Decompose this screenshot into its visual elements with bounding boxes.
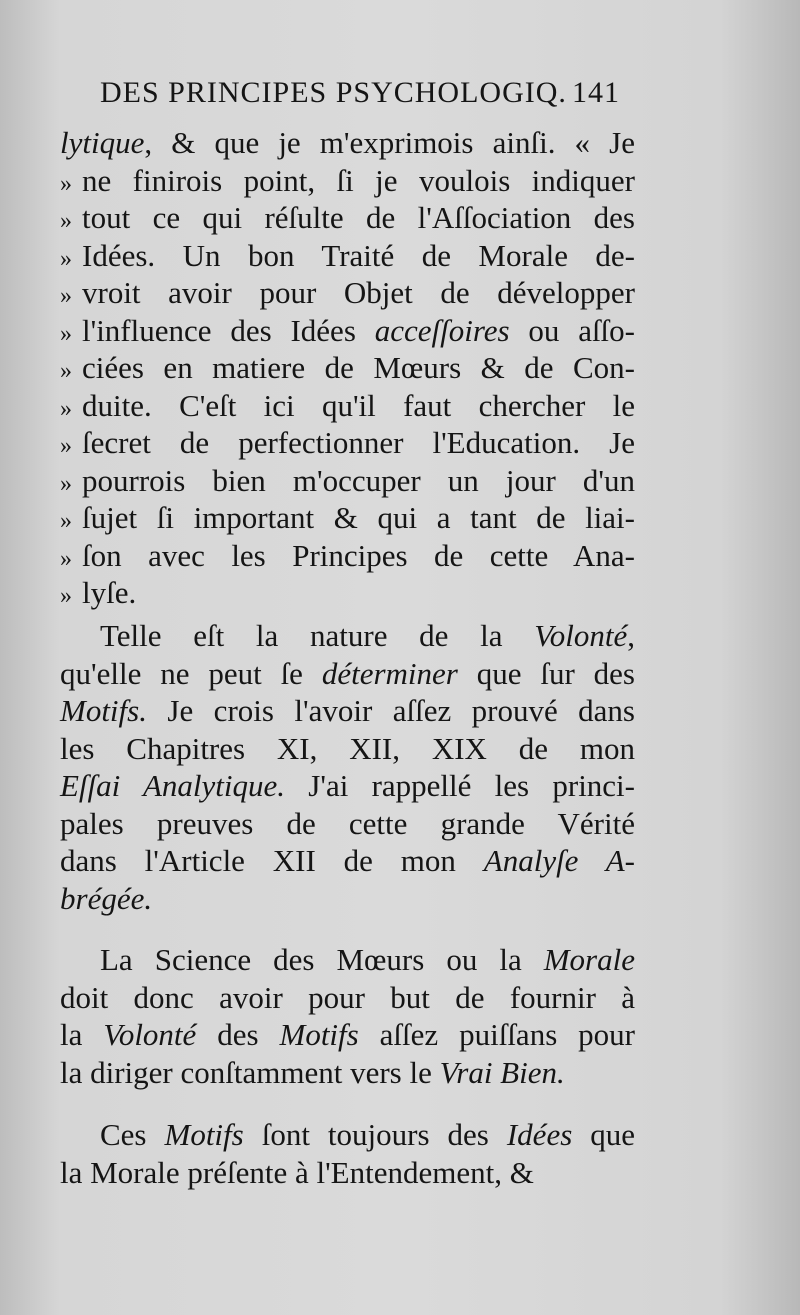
quote-mark: » (60, 470, 72, 497)
text-line (60, 1054, 635, 1092)
italic-text: Volonté (103, 1017, 197, 1052)
text-segment: aſſez puiſſans pour (358, 1017, 636, 1052)
paragraph-volonte (60, 617, 635, 917)
text-segment: , & que je m'exprimois ainſi. « Je (144, 125, 635, 160)
text-line (60, 499, 635, 537)
quote-mark: » (60, 395, 72, 422)
text-segment: La Science des Mœurs ou la (100, 942, 544, 977)
text-line (60, 1016, 635, 1054)
text-segment: ſecret de perfectionner l'Education. Je (82, 425, 635, 460)
text-segment: doit donc avoir pour but de fournir à (60, 979, 635, 1015)
text-segment: ou aſſo- (509, 312, 635, 348)
text-line (60, 462, 635, 500)
text-segment: la diriger conſtamment vers le (60, 1054, 440, 1090)
text-segment: les Chapitres XI, XII, XIX de mon (60, 730, 635, 766)
italic-text: Analyſe A- (483, 843, 635, 878)
text-segment: tout ce qui réſulte de l'Aſſociation des (82, 200, 635, 235)
quote-mark: » (60, 283, 72, 309)
text-segment: J'ai rappellé les princi- (285, 768, 635, 803)
italic-text: Volonté (534, 618, 628, 653)
text-line (60, 767, 635, 805)
text-line (60, 124, 635, 162)
text-segment: , (627, 618, 635, 653)
text-segment: pourrois bien m'occuper un jour d'un (82, 462, 635, 498)
text-line (60, 537, 635, 575)
italic-text: acceſſoires (374, 312, 510, 348)
text-line (60, 941, 635, 979)
italic-text: déterminer (321, 655, 458, 691)
text-segment: que (572, 1117, 636, 1152)
text-segment: lyſe. (82, 575, 137, 610)
text-segment: ſont toujours des (243, 1117, 507, 1152)
paragraph-quotation (60, 124, 635, 612)
text-segment: pales preuves de cette grande Vérité (60, 805, 635, 841)
text-segment: Idées. Un bon Traité de Morale de- (82, 237, 635, 273)
paragraph-science-des-moeurs (60, 941, 635, 1091)
text-segment: la Morale préſente à l'Entendement, & (60, 1154, 534, 1190)
text-line (60, 312, 635, 350)
text-segment: dans l'Article XII de mon (60, 843, 484, 878)
quote-mark: » (60, 245, 72, 272)
italic-text: Morale (543, 942, 635, 977)
quote-mark: » (60, 508, 72, 534)
text-line (60, 424, 635, 462)
running-header (100, 76, 620, 110)
italic-text: brégée. (60, 880, 153, 916)
quote-mark: » (60, 358, 72, 384)
text-line (60, 730, 635, 768)
running-title: DES PRINCIPES PSYCHOLOGIQ. (100, 76, 567, 109)
quote-mark: » (60, 208, 72, 234)
text-line (60, 842, 635, 880)
quote-mark: » (60, 433, 72, 459)
text-segment: qu'elle ne peut ſe (60, 655, 322, 691)
text-segment: duite. C'eſt ici qu'il faut chercher le (82, 387, 635, 423)
italic-text: Motifs (164, 1117, 244, 1152)
italic-text: Idées (506, 1117, 573, 1152)
italic-text: Eſſai Analytique. (60, 768, 286, 803)
paragraph-ces-motifs (60, 1116, 635, 1191)
text-line (60, 349, 635, 387)
text-line (60, 237, 635, 275)
text-line (60, 199, 635, 237)
text-line (60, 880, 635, 918)
text-segment: Je crois l'avoir aſſez prouvé dans (146, 693, 635, 728)
quote-mark: » (60, 320, 72, 347)
text-segment: ſon avec les Principes de cette Ana- (82, 537, 635, 573)
italic-text: Motifs (279, 1017, 359, 1052)
text-line (60, 655, 635, 693)
text-segment: vroit avoir pour Objet de développer (82, 275, 635, 310)
quote-mark: » (60, 545, 72, 572)
text-line (60, 805, 635, 843)
text-segment: l'influence des Idées (82, 312, 375, 348)
text-line (60, 979, 635, 1017)
page-number: 141 (572, 76, 620, 109)
italic-text: lytique (60, 125, 145, 160)
text-segment: Ces (100, 1117, 165, 1152)
text-line (60, 387, 635, 425)
text-segment: ciées en matiere de Mœurs & de Con- (82, 350, 635, 385)
text-line (60, 162, 635, 200)
italic-text: Motifs. (60, 693, 147, 728)
text-segment: ſujet ſi important & qui a tant de liai- (82, 500, 635, 535)
text-line (60, 1154, 635, 1192)
text-segment: des (196, 1017, 280, 1052)
text-segment: la (60, 1017, 104, 1052)
quote-mark: » (60, 170, 72, 197)
italic-text: Vrai Bien. (439, 1054, 565, 1090)
text-segment: Telle eſt la nature de la (100, 618, 535, 653)
quote-mark: » (60, 583, 72, 609)
text-line (60, 617, 635, 655)
text-line (60, 692, 635, 730)
text-line (60, 1116, 635, 1154)
text-line (60, 574, 635, 612)
text-segment: ne finirois point, ſi je voulois indiquer (82, 162, 635, 198)
text-line (60, 274, 635, 312)
text-segment: que ſur des (457, 655, 635, 691)
